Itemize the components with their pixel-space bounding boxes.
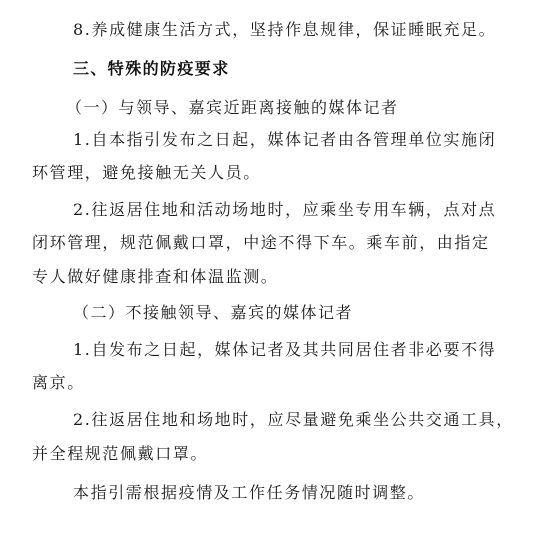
subsection-heading-noncontact-reporters: （二）不接触领导、嘉宾的媒体记者	[73, 303, 354, 322]
paragraph-1b-line-1: 1.自发布之日起，媒体记者及其共同居住者非必要不得	[73, 340, 497, 359]
paragraph-2b-line-2: 并全程规范佩戴口罩。	[32, 444, 209, 463]
paragraph-2a-line-2: 闭环管理，规范佩戴口罩，中途不得下车。乘车前，由指定	[32, 233, 490, 252]
paragraph-2a-line-3: 专人做好健康排查和体温监测。	[32, 267, 279, 286]
closing-note: 本指引需根据疫情及工作任务情况随时调整。	[73, 483, 426, 502]
subsection-heading-contact-reporters: （一）与领导、嘉宾近距离接触的媒体记者	[66, 98, 399, 117]
paragraph-2a-line-1: 2.往返居住地和活动场地时，应乘坐专用车辆，点对点	[73, 200, 497, 219]
section-heading-special-requirements: 三、特殊的防疫要求	[73, 59, 230, 78]
paragraph-1b-line-2: 离京。	[32, 373, 85, 392]
paragraph-item-8-line: 8.养成健康生活方式，坚持作息规律，保证睡眠充足。	[73, 20, 497, 39]
paragraph-2b-line-1: 2.往返居住地和场地时，应尽量避免乘坐公共交通工具，	[73, 410, 514, 429]
paragraph-1a-line-2: 环管理，避免接触无关人员。	[32, 163, 261, 182]
paragraph-1a-line-1: 1.自本指引发布之日起，媒体记者由各管理单位实施闭	[73, 130, 497, 149]
